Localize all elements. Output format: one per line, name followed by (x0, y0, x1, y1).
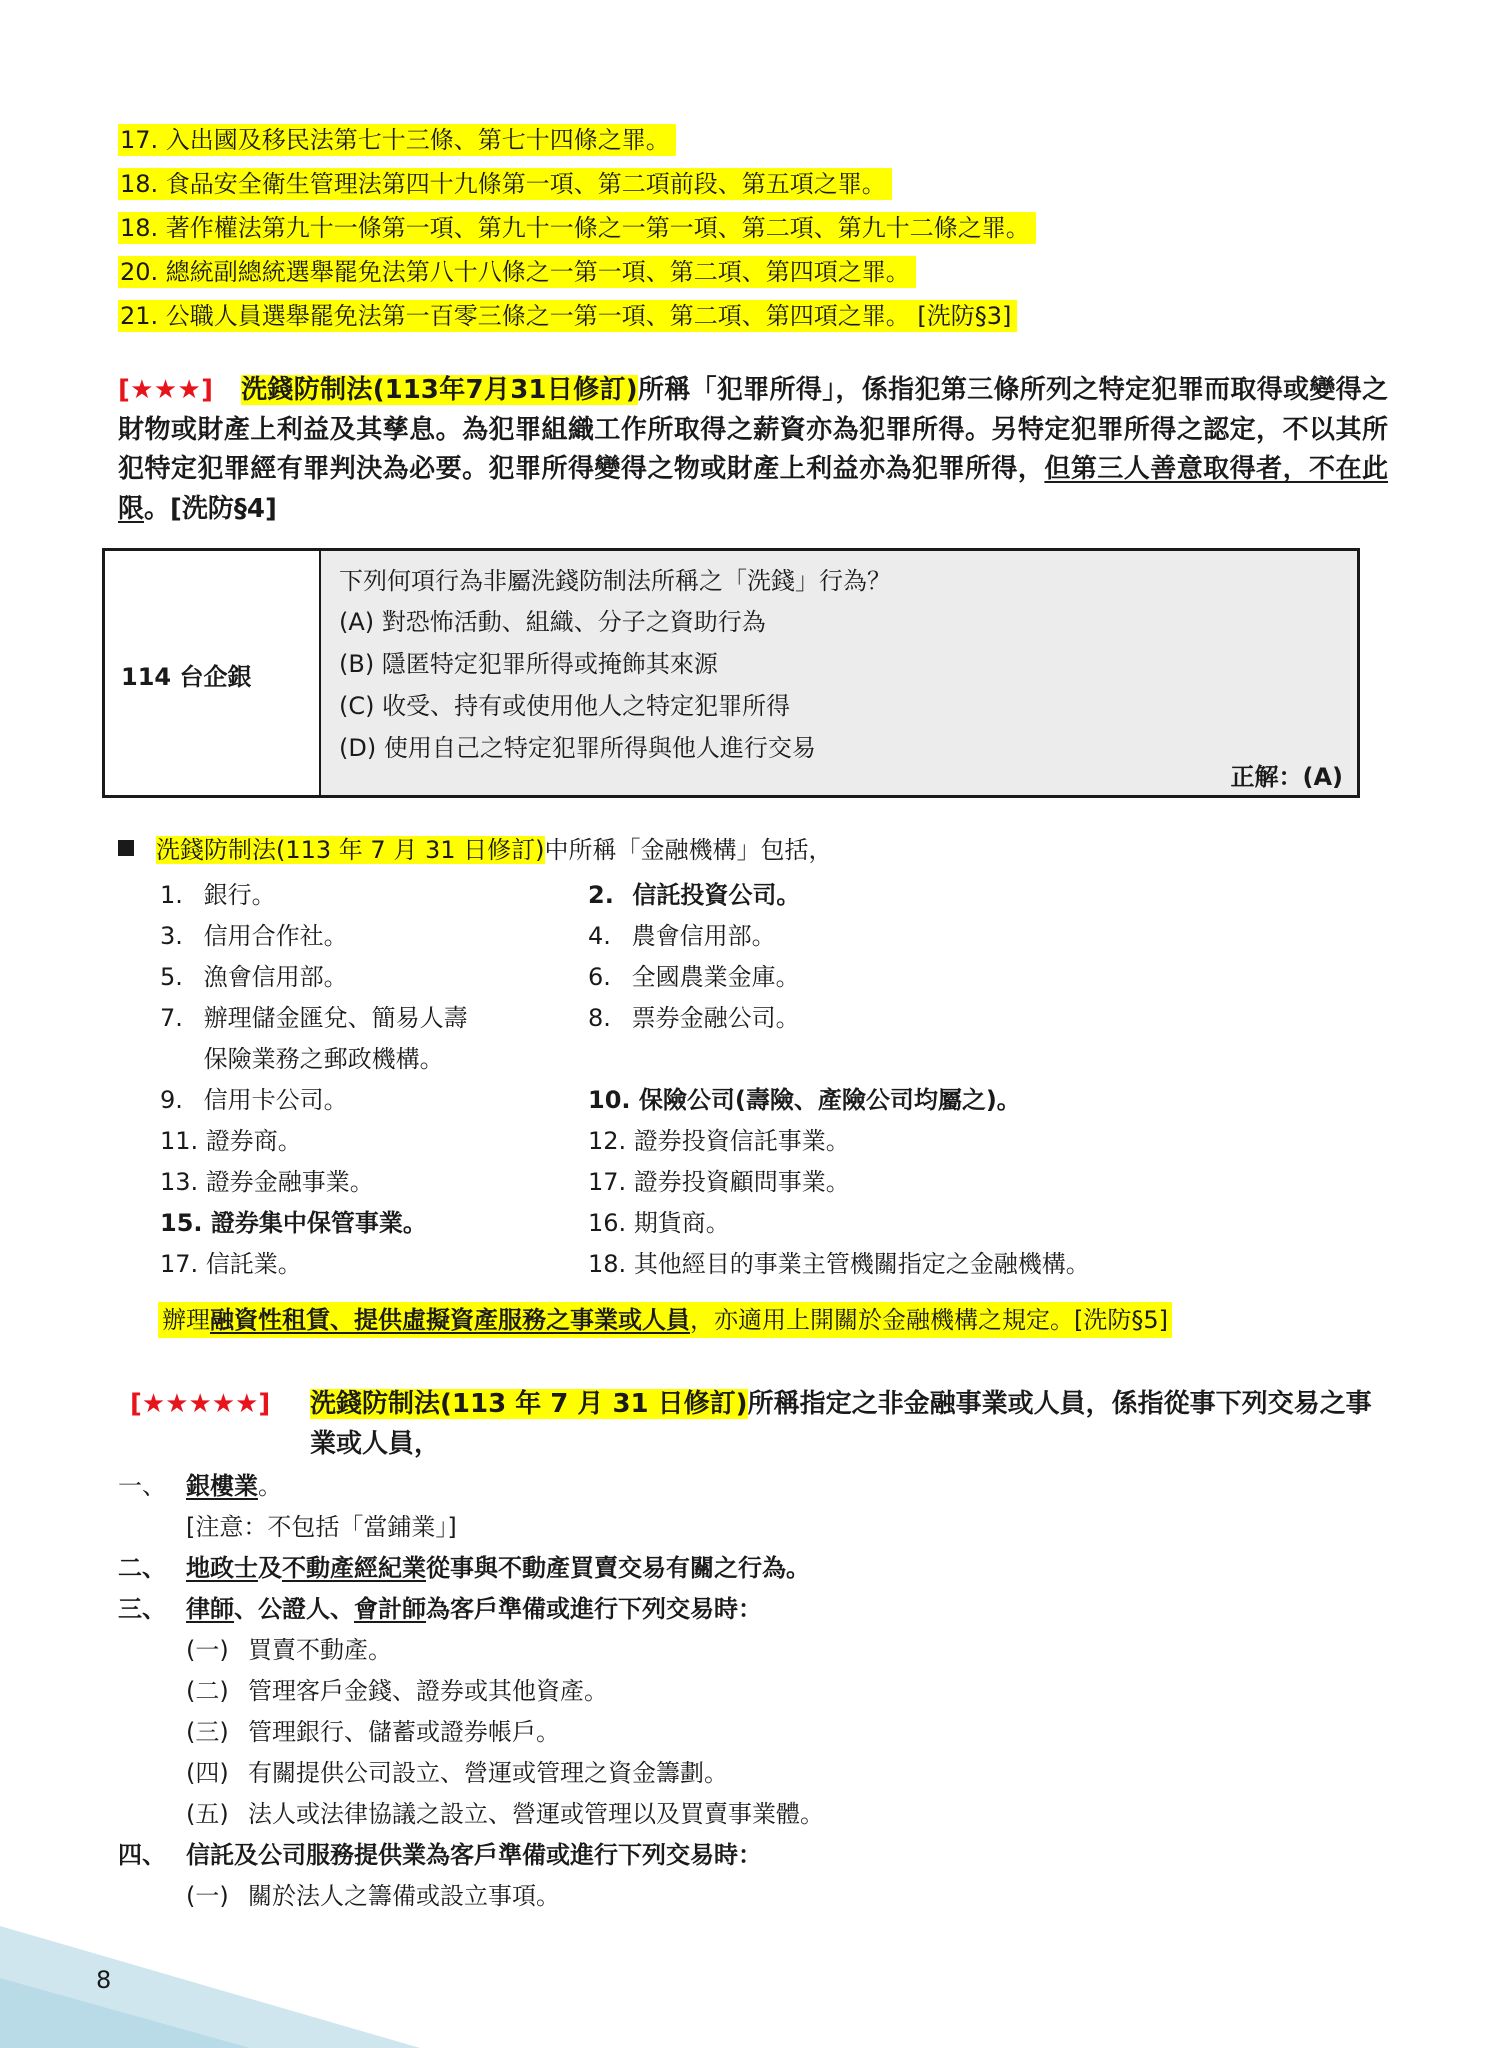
sub-item: (二) 管理客戶金錢、證券或其他資產。 (186, 1677, 608, 1705)
list-item: 21. 公職人員選舉罷免法第一百零三條之一第一項、第二項、第四項之罪。 [洗防§3] (118, 296, 1036, 340)
decorative-corner (0, 1858, 420, 2048)
exam-question-box (102, 548, 1360, 798)
square-bullet-icon (118, 840, 134, 856)
law-title: 洗錢防制法(113 年 7 月 31 日修訂) (310, 1389, 748, 1419)
list-item: 二、 地政士及不動產經紀業從事與不動產買賣交易有關之行為。 (118, 1554, 810, 1582)
list-item: 3. 信用合作社。 (160, 922, 348, 950)
law-title: 洗錢防制法(113 年 7 月 31 日修訂) (156, 836, 545, 864)
question-text: 下列何項行為非屬洗錢防制法所稱之「洗錢」行為？ (339, 567, 891, 595)
list-item: 18. 其他經目的事業主管機關指定之金融機構。 (588, 1250, 1090, 1278)
list-item: 7. 辦理儲金匯兌、簡易人壽 (160, 1004, 468, 1032)
list-item: 16. 期貨商。 (588, 1209, 730, 1237)
list-item: 17. 入出國及移民法第七十三條、第七十四條之罪。 (118, 120, 1036, 164)
list-item: 20. 總統副總統選舉罷免法第八十八條之一第一項、第二項、第四項之罪。 (118, 252, 1036, 296)
page-number: 8 (96, 1966, 112, 1994)
list-item: 15. 證券集中保管事業。 (160, 1209, 427, 1237)
list-item: 13. 證券金融事業。 (160, 1168, 374, 1196)
list-item: 12. 證券投資信託事業。 (588, 1127, 850, 1155)
list-item: 6. 全國農業金庫。 (588, 963, 800, 991)
correct-answer: 正解：(A) (1230, 763, 1343, 791)
definition-ref: 。[洗防§4] (144, 493, 277, 524)
law-title: 洗錢防制法(113年7月31日修訂) (241, 375, 638, 405)
importance-stars: [★★★★★] (130, 1389, 271, 1419)
definition-body: 所稱「犯罪所得」，係指犯第三條所列之特定犯罪而取得或變得之財物或財產上利益及其孳息。為犯罪組織工作所取得之薪資亦為犯罪所得。另特定犯罪所得之認定，不以其所犯特定犯罪經有罪判決為必要。犯罪所得變得之物或財產上利益亦為犯罪所得， (118, 375, 1388, 484)
list-item: 18. 食品安全衛生管理法第四十九條第一項、第二項前段、第五項之罪。 (118, 164, 1036, 208)
sub-item: (四) 有關提供公司設立、營運或管理之資金籌劃。 (186, 1759, 728, 1787)
option-c: (C) 收受、持有或使用他人之特定犯罪所得 (339, 692, 791, 720)
list-item: 17. 證券投資顧問事業。 (588, 1168, 850, 1196)
option-b: (B) 隱匿特定犯罪所得或掩飾其來源 (339, 650, 718, 678)
list-item: 10. 保險公司(壽險、產險公司均屬之)。 (588, 1086, 1021, 1114)
specified-crimes-list (118, 120, 1036, 340)
non-financial-heading: [★★★★★] 洗錢防制法(113 年 7 月 31 日修訂)所稱指定之非金融事業或人員，係指從事下列交易之事業或人員， (130, 1384, 1390, 1464)
financial-institutions-heading: 洗錢防制法(113 年 7 月 31 日修訂)中所稱「金融機構」包括， (118, 832, 833, 868)
option-d: (D) 使用自己之特定犯罪所得與他人進行交易 (339, 734, 816, 762)
note: [注意：不包括「當鋪業」] (186, 1513, 457, 1541)
sub-item: (一) 買賣不動產。 (186, 1636, 392, 1664)
list-item: 三、 律師、公證人、會計師為客戶準備或進行下列交易時： (118, 1595, 762, 1623)
list-item: 保險業務之郵政機構。 (203, 1045, 444, 1073)
exam-source-cell (105, 551, 321, 795)
definition-exception: 但第三人善意取得者，不在此限 (118, 454, 1388, 524)
list-item: 18. 著作權法第九十一條第一項、第九十一條之一第一項、第二項、第九十二條之罪。 (118, 208, 1036, 252)
sub-item: (三) 管理銀行、儲蓄或證券帳戶。 (186, 1718, 560, 1746)
sub-item: (五) 法人或法律協議之設立、營運或管理以及買賣事業體。 (186, 1800, 824, 1828)
list-item: 9. 信用卡公司。 (160, 1086, 348, 1114)
option-a: (A) 對恐怖活動、組織、分子之資助行為 (339, 608, 766, 636)
sub-item: (一) 關於法人之籌備或設立事項。 (186, 1882, 560, 1910)
list-item: 5. 漁會信用部。 (160, 963, 348, 991)
exam-source-label: 114 台企銀 (121, 663, 252, 691)
list-item: 四、 信託及公司服務提供業為客戶準備或進行下列交易時： (118, 1841, 762, 1869)
virtual-asset-note: 辦理融資性租賃、提供虛擬資產服務之事業或人員，亦適用上開關於金融機構之規定。[洗防§5] (158, 1300, 1172, 1340)
list-item: 4. 農會信用部。 (588, 922, 776, 950)
list-item: 2. 信託投資公司。 (588, 881, 801, 909)
list-item: 17. 信託業。 (160, 1250, 302, 1278)
list-item: 1. 銀行。 (160, 881, 276, 909)
list-item: 8. 票券金融公司。 (588, 1004, 800, 1032)
list-item: 11. 證券商。 (160, 1127, 302, 1155)
criminal-proceeds-definition (118, 371, 1388, 529)
list-item: 一、 銀樓業。 (118, 1472, 282, 1500)
importance-stars: [★★★] (118, 375, 213, 405)
question-cell (321, 551, 1357, 795)
